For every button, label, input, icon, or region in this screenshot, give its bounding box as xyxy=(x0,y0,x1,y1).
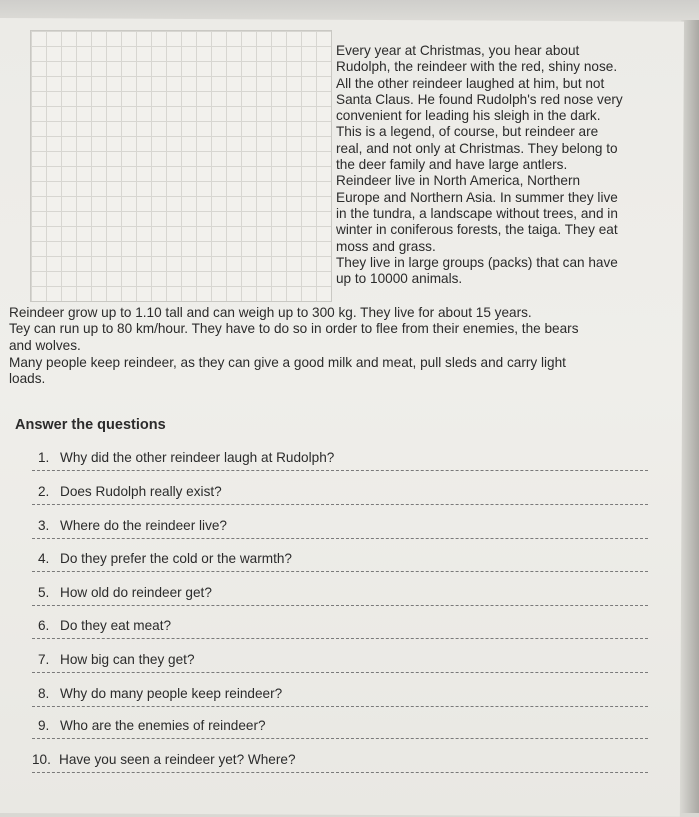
passage-line: Reindeer live in North America, Northern xyxy=(336,173,581,189)
passage-line: Santa Claus. He found Rudolph's red nose very xyxy=(336,91,623,107)
passage-line: They live in large groups (packs) that can have xyxy=(336,254,618,270)
question-text: Do they eat meat? xyxy=(60,618,172,633)
passage-intro xyxy=(336,43,661,287)
question-number: 7. xyxy=(38,652,50,667)
question-number: 8. xyxy=(38,686,50,701)
question-item xyxy=(32,716,648,739)
question-text: How big can they get? xyxy=(60,652,195,667)
picture-placeholder-grid xyxy=(30,30,332,302)
passage-line: up to 10000 animals. xyxy=(336,271,463,287)
passage-line: All the other reindeer laughed at him, but not xyxy=(336,75,605,91)
question-item xyxy=(32,448,648,471)
section-heading: Answer the questions xyxy=(15,417,166,433)
question-number: 6. xyxy=(38,618,50,633)
passage-line: Reindeer grow up to 1.10 tall and can weigh up to 300 kg. They live for about 15 years. xyxy=(9,305,532,320)
question-item xyxy=(32,516,648,539)
question-text: Where do the reindeer live? xyxy=(60,518,227,533)
passage-line: loads. xyxy=(9,371,46,387)
passage-line: Many people keep reindeer, as they can give a good milk and meat, pull sleds and carry light xyxy=(9,355,566,370)
passage-line: in the tundra, a landscape without trees, and in xyxy=(336,205,618,221)
passage-line: Every year at Christmas, you hear about xyxy=(336,43,580,58)
passage-line: Rudolph, the reindeer with the red, shiny nose. xyxy=(336,59,618,75)
question-number: 5. xyxy=(38,585,50,600)
passage-line: Europe and Northern Asia. In summer they live xyxy=(336,189,618,205)
question-number: 2. xyxy=(38,484,50,499)
passage-uses xyxy=(9,355,669,388)
question-text: How old do reindeer get? xyxy=(60,585,212,600)
question-number: 9. xyxy=(38,718,50,733)
question-item xyxy=(32,549,648,572)
question-number: 1. xyxy=(38,450,50,465)
question-text: Does Rudolph really exist? xyxy=(60,484,222,499)
question-item xyxy=(32,684,648,707)
question-number: 10. xyxy=(32,752,51,767)
passage-line: Tey can run up to 80 km/hour. They have to do so in order to flee from their enemies, the bears xyxy=(9,321,579,337)
passage-line: moss and grass. xyxy=(336,238,436,254)
question-text: Why do many people keep reindeer? xyxy=(60,686,283,701)
passage-line: the deer family and have large antlers. xyxy=(336,157,568,173)
question-item xyxy=(32,482,648,505)
question-text: Have you seen a reindeer yet? Where? xyxy=(59,752,296,767)
passage-line: and wolves. xyxy=(9,337,81,353)
passage-line: This is a legend, of course, but reindeer are xyxy=(336,124,599,140)
passage-line: winter in coniferous forests, the taiga. They eat xyxy=(336,222,618,238)
question-number: 4. xyxy=(38,551,50,566)
question-item xyxy=(32,616,648,639)
passage-size-speed xyxy=(9,305,669,354)
passage-line: convenient for leading his sleigh in the dark. xyxy=(336,108,601,124)
question-text: Do they prefer the cold or the warmth? xyxy=(60,551,292,566)
page-shadow xyxy=(681,20,699,813)
question-text: Who are the enemies of reindeer? xyxy=(60,718,266,733)
passage-line: real, and not only at Christmas. They belong to xyxy=(336,140,618,156)
question-text: Why did the other reindeer laugh at Rudolph? xyxy=(60,450,335,465)
question-item xyxy=(32,750,648,773)
question-number: 3. xyxy=(38,518,50,533)
question-item xyxy=(32,650,648,673)
question-item xyxy=(32,583,648,606)
